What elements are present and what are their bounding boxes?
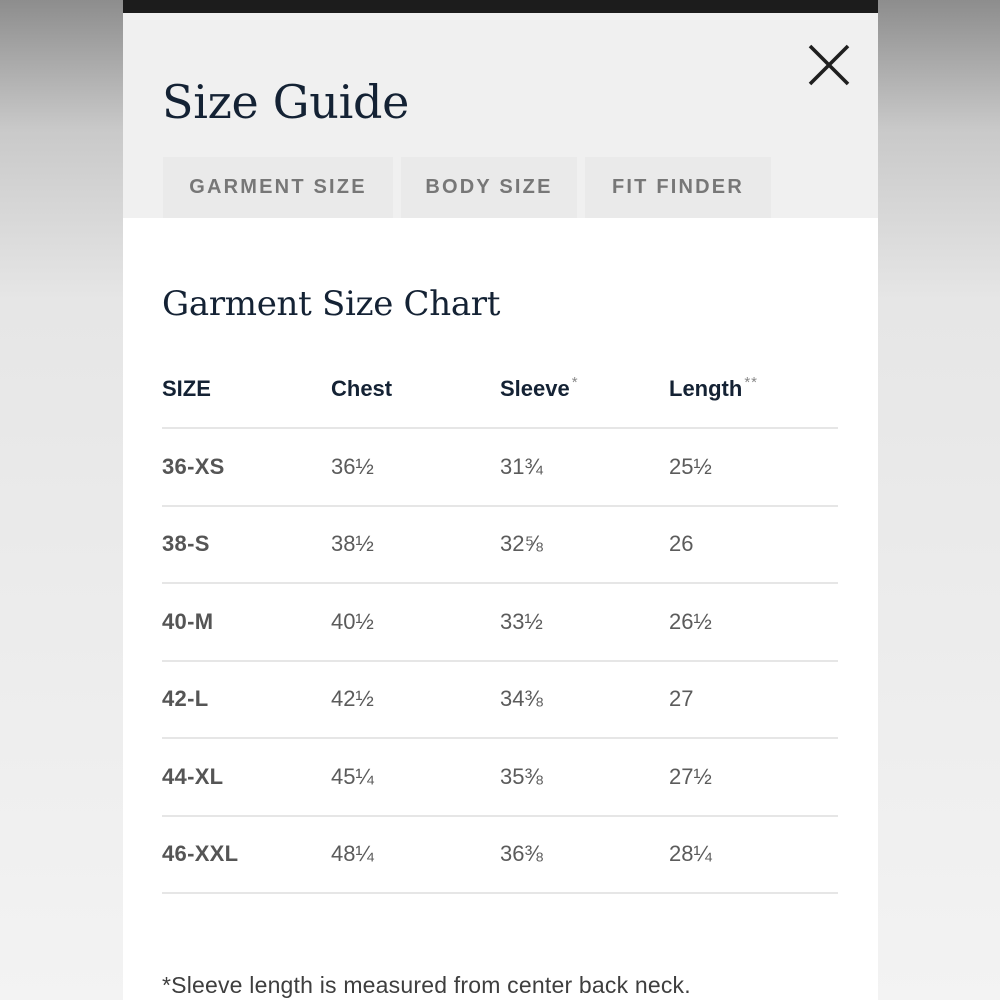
size-cell: 36-XS bbox=[162, 453, 225, 479]
table-row bbox=[162, 429, 838, 507]
close-icon bbox=[805, 41, 853, 89]
length-cell: 26 bbox=[669, 531, 694, 557]
table-row bbox=[162, 584, 838, 662]
sleeve-cell: 34⅜ bbox=[500, 686, 543, 712]
table-row bbox=[162, 739, 838, 817]
tab-body-size[interactable]: BODY SIZE bbox=[401, 157, 577, 218]
tab-garment-size[interactable]: GARMENT SIZE bbox=[163, 157, 393, 218]
top-bar bbox=[123, 0, 878, 13]
length-cell: 27½ bbox=[669, 763, 712, 789]
chest-cell: 36½ bbox=[331, 453, 374, 479]
sleeve-footnote: *Sleeve length is measured from center back neck. bbox=[162, 972, 691, 998]
size-guide-tabs bbox=[163, 157, 771, 218]
table-row bbox=[162, 662, 838, 740]
table-row bbox=[162, 507, 838, 585]
length-cell: 25½ bbox=[669, 453, 712, 479]
chest-cell: 42½ bbox=[331, 686, 374, 712]
size-cell: 44-XL bbox=[162, 763, 224, 789]
tab-fit-finder[interactable]: FIT FINDER bbox=[585, 157, 771, 218]
size-cell: 46-XXL bbox=[162, 841, 239, 867]
table-row bbox=[162, 817, 838, 895]
sleeve-cell: 31¾ bbox=[500, 453, 543, 479]
length-footnote-mark: ** bbox=[744, 374, 759, 391]
size-chart-table bbox=[162, 350, 838, 894]
size-cell: 42-L bbox=[162, 686, 209, 712]
size-cell: 40-M bbox=[162, 608, 214, 634]
chest-cell: 40½ bbox=[331, 608, 374, 634]
background-right bbox=[878, 0, 1000, 1000]
length-cell: 28¼ bbox=[669, 841, 712, 867]
sleeve-footnote-mark: * bbox=[571, 374, 579, 391]
sleeve-cell: 35⅜ bbox=[500, 763, 543, 789]
sleeve-cell: 33½ bbox=[500, 608, 543, 634]
size-cell: 38-S bbox=[162, 531, 210, 557]
header-sleeve: Sleeve * bbox=[500, 374, 579, 401]
header-size: SIZE bbox=[162, 375, 211, 401]
modal-title: Size Guide bbox=[162, 75, 410, 129]
sleeve-cell: 32⅝ bbox=[500, 531, 543, 557]
modal-header bbox=[123, 13, 878, 218]
header-chest: Chest bbox=[331, 375, 393, 401]
size-guide-modal bbox=[123, 0, 878, 1000]
chest-cell: 38½ bbox=[331, 531, 374, 557]
chest-cell: 48¼ bbox=[331, 841, 374, 867]
table-header-row bbox=[162, 350, 838, 429]
chest-cell: 45¼ bbox=[331, 763, 374, 789]
close-button[interactable] bbox=[805, 41, 853, 89]
header-length: Length ** bbox=[669, 374, 759, 401]
background-left bbox=[0, 0, 123, 1000]
length-cell: 26½ bbox=[669, 608, 712, 634]
length-cell: 27 bbox=[669, 686, 694, 712]
chart-title: Garment Size Chart bbox=[162, 284, 501, 324]
sleeve-cell: 36⅜ bbox=[500, 841, 543, 867]
